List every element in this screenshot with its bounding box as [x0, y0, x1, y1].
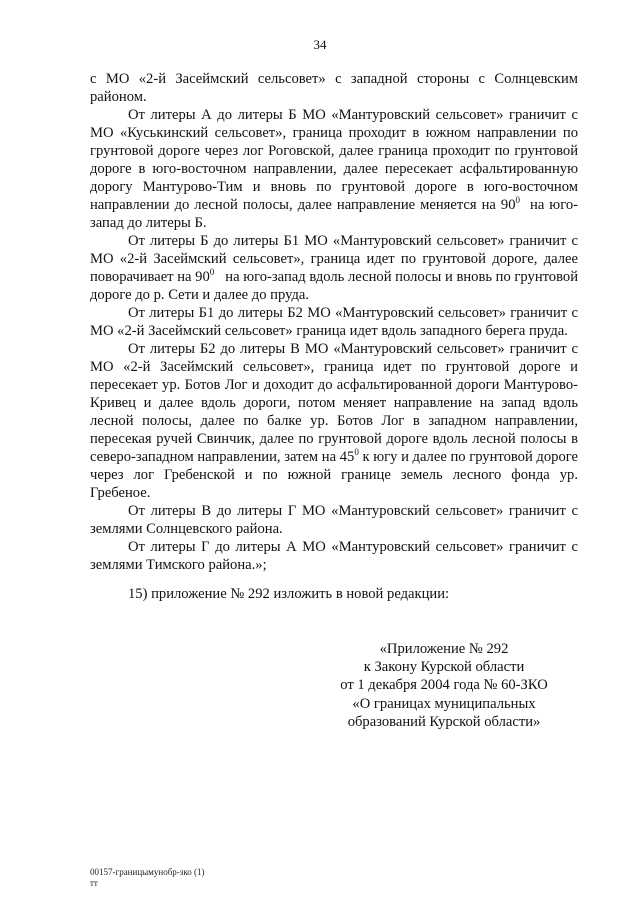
paragraph-item-15: 15) приложение № 292 изложить в новой редакции: [128, 586, 450, 602]
paragraph-v-to-g: От литеры В до литеры Г МО «Мантуровский сельсовет» граничит с землями Солнцевского района. [90, 503, 578, 537]
degree-mark: 0 [209, 267, 215, 278]
paragraph-continuation: с МО «2-й Засеймский сельсовет» с западной стороны с Солнцевским районом. [90, 71, 578, 105]
degree-mark: 0 [515, 195, 520, 206]
body-text [90, 70, 578, 603]
page-number: 34 [313, 37, 327, 52]
paragraph-b2-to-v: От литеры Б2 до литеры В МО «Мантуровский сельсовет» граничит с МО «2-й Засеймский сельсовет», граница идет по грунтовой дороге и пересекает ур. Ботов Лог и доходит до асфальтированной дороги Мантурово-Кривец и далее вдоль дороги, потом меняет направление на запад вдоль лесной полосы, далее по балке ур. Ботов Лог в западном направлении, пересекая ручей Свинчик, далее по грунтовой дороге вдоль лесной полосы в северо-западном направлении, затем на $45^0$ к югу и далее по грунтовой дороге через лог Гребенской и по южной границе земель лесного фонда ур. Гребеное. [90, 341, 579, 501]
appendix-line: от 1 декабря 2004 года № 60-ЗКО [340, 677, 548, 694]
footer-filename: 00157-границымунобр-зко (1) [90, 867, 205, 877]
paragraph-a-to-b: От литеры А до литеры Б МО «Мантуровский сельсовет» граничит с МО «Куськинский сельсовет», граница проходит в южном направлении по грунтовой дороге через лог Роговской, далее граница проходит по грунтовой дороге в юго-восточном направлении, далее пересекает асфальтированную дорогу Мантурово-Тим и вновь по грунтовой дороге в юго-восточном направлении до лесной полосы, далее направление меняется на $90^0$ на юго-запад до литеры Б. [90, 107, 578, 231]
appendix-line: к Закону Курской области [363, 659, 525, 676]
appendix-line: «Приложение № 292 [379, 641, 509, 657]
appendix-line: образований Курской области» [347, 713, 541, 730]
appendix-heading [320, 640, 568, 731]
footer-initials: тт [90, 878, 98, 888]
paragraph-b-to-b1: От литеры Б до литеры Б1 МО «Мантуровский сельсовет» граничит с МО «2-й Засеймский сельсовет», граница идет по грунтовой дороге, далее поворачивает на $90^0$ на юго-запад вдоль лесной полосы и вновь по грунтовой дороге до р. Сети и далее до пруда. [90, 233, 579, 303]
paragraph-g-to-a: От литеры Г до литеры А МО «Мантуровский сельсовет» граничит с землями Тимского района.»; [90, 539, 578, 573]
appendix-line: «О границах муниципальных [352, 695, 536, 712]
footer [90, 867, 204, 889]
degree-mark: 0 [354, 447, 359, 458]
paragraph-b1-to-b2: От литеры Б1 до литеры Б2 МО «Мантуровский сельсовет» граничит с МО «2-й Засеймский сельсовет» граница идет вдоль западного берега пруда. [90, 305, 578, 339]
